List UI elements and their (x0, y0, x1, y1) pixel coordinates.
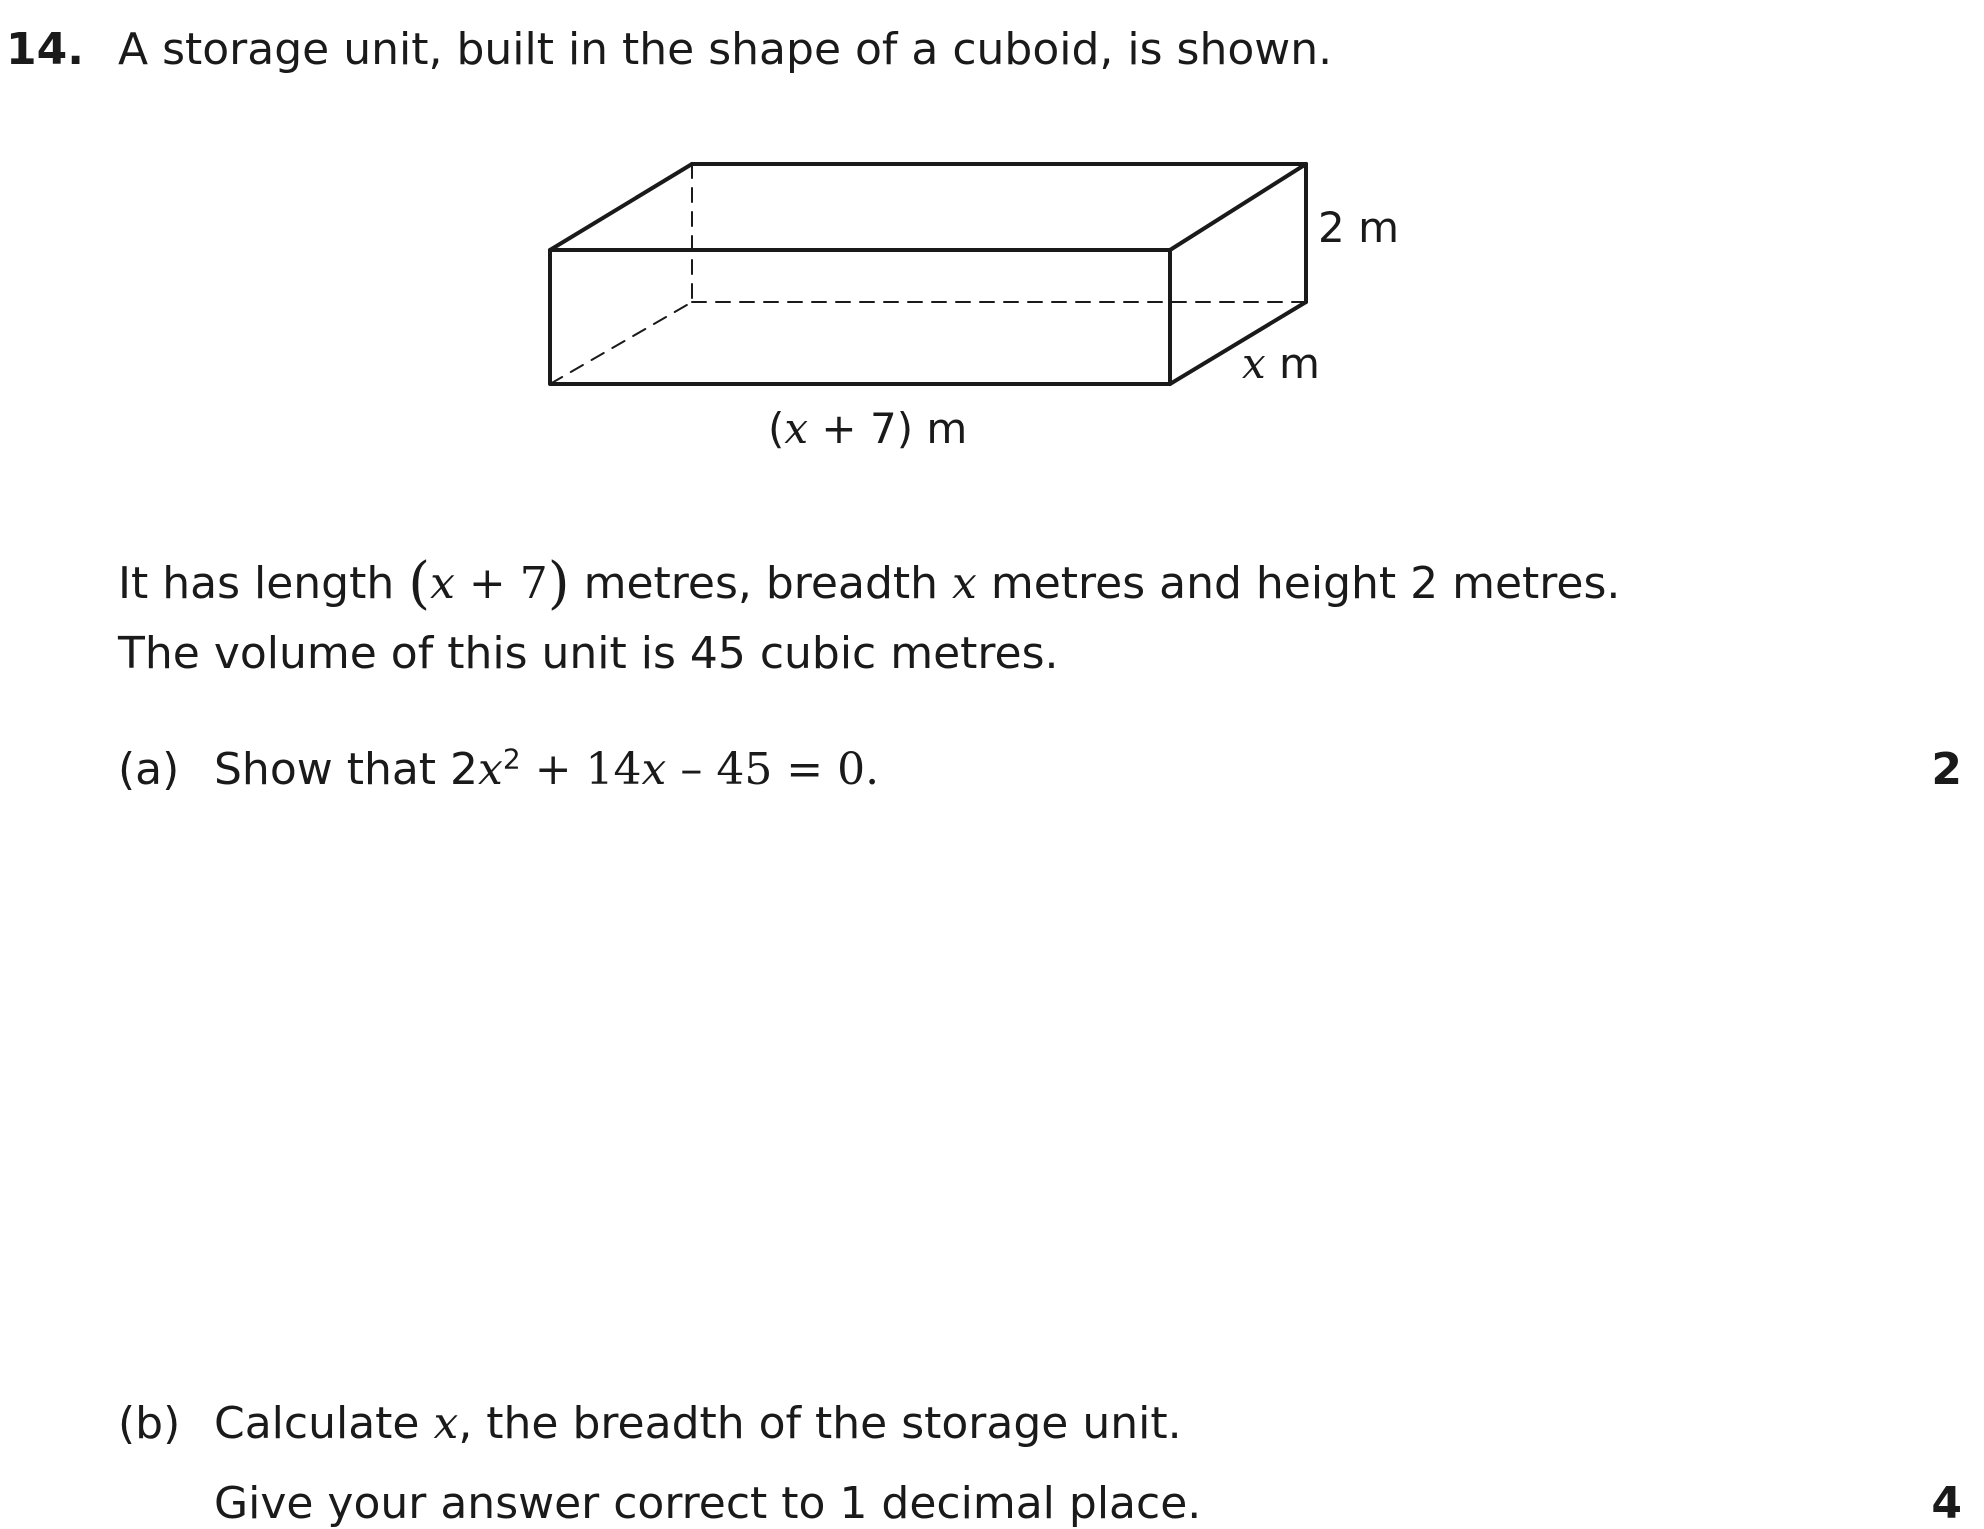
dimensions-text-c: metres and height 2 metres. (976, 558, 1621, 609)
plus-seven: + 7 (454, 558, 548, 609)
part-b-label: (b) (118, 1398, 181, 1449)
breadth-variable: x (1242, 339, 1266, 388)
part-a-text-a: Show that 2 (214, 744, 479, 795)
length-label (768, 404, 967, 453)
part-a-exponent: 2 (502, 742, 521, 776)
part-b-var: x (433, 1398, 459, 1449)
part-b-prompt (214, 1398, 1182, 1449)
part-a-var1: x (478, 744, 503, 795)
volume-statement: The volume of this unit is 45 cubic metres. (118, 628, 1059, 679)
length-variable-x: x (430, 558, 455, 609)
part-a-text-c: – 45 = 0. (666, 744, 880, 795)
paren-close: ) (547, 551, 570, 616)
length-open-paren: ( (768, 404, 785, 453)
breadth-label (1242, 339, 1320, 388)
part-b-marks: 4 (1931, 1478, 1962, 1529)
hidden-edge-left-depth (550, 302, 692, 384)
length-rest: + 7) m (808, 404, 968, 453)
height-label: 2 m (1318, 203, 1399, 252)
part-a-marks: 2 (1931, 744, 1962, 795)
dimensions-text-a: It has length (118, 558, 409, 609)
top-right-depth-edge (1170, 164, 1306, 250)
part-a-var2: x (641, 744, 667, 795)
part-a-text-b: + 14 (520, 744, 642, 795)
dimensions-statement (118, 551, 1621, 616)
part-b-text-b: , the breadth of the storage unit. (458, 1398, 1182, 1449)
question-intro: A storage unit, built in the shape of a cuboid, is shown. (118, 24, 1333, 75)
part-b-text-a: Calculate (214, 1398, 434, 1449)
part-a-prompt (214, 742, 880, 795)
dimensions-text-b: metres, breadth (569, 558, 953, 609)
top-left-depth-edge (550, 164, 692, 250)
cuboid-diagram (0, 0, 1984, 520)
breadth-variable-x: x (952, 558, 977, 609)
breadth-unit: m (1265, 339, 1320, 388)
length-variable: x (784, 404, 809, 453)
front-face (550, 250, 1170, 384)
part-a-label: (a) (118, 744, 180, 795)
part-b-instruction: Give your answer correct to 1 decimal place. (214, 1478, 1202, 1529)
paren-open: ( (408, 551, 431, 616)
question-number: 14. (6, 24, 84, 75)
